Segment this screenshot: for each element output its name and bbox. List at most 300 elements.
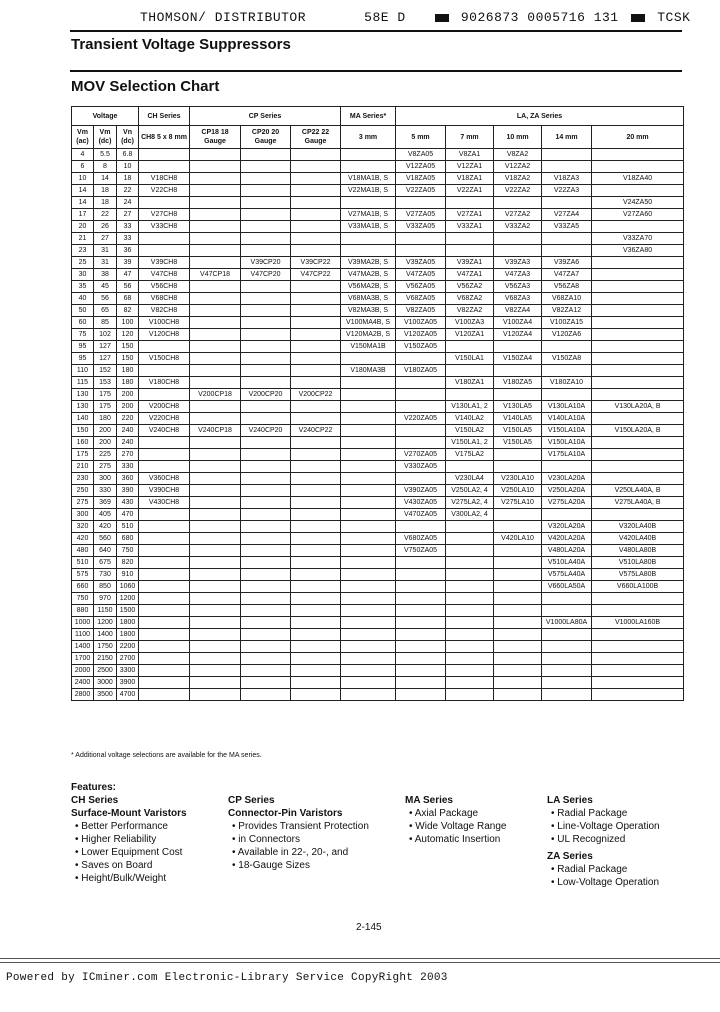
table-cell bbox=[592, 509, 684, 521]
table-row bbox=[72, 545, 684, 557]
table-cell: V120ZA05 bbox=[396, 329, 446, 341]
table-cell bbox=[592, 377, 684, 389]
table-cell bbox=[494, 569, 542, 581]
table-row bbox=[72, 197, 684, 209]
table-cell bbox=[396, 593, 446, 605]
table-cell: V275LA20A bbox=[542, 497, 592, 509]
table-cell bbox=[494, 653, 542, 665]
table-cell: 27 bbox=[117, 209, 139, 221]
table-cell: V8ZA1 bbox=[446, 149, 494, 161]
footer-rule-2 bbox=[0, 962, 720, 963]
table-cell: 880 bbox=[72, 605, 94, 617]
table-cell bbox=[190, 221, 241, 233]
table-cell bbox=[396, 677, 446, 689]
table-cell: V250LA2, 4 bbox=[446, 485, 494, 497]
la-10mm-header: 10 mm bbox=[494, 126, 542, 149]
table-cell: V22ZA1 bbox=[446, 185, 494, 197]
table-cell: V230LA10 bbox=[494, 473, 542, 485]
table-cell: 3500 bbox=[94, 689, 117, 701]
ma-3mm-header: 3 mm bbox=[341, 126, 396, 149]
table-cell bbox=[592, 329, 684, 341]
table-cell bbox=[139, 605, 190, 617]
table-cell bbox=[396, 521, 446, 533]
table-cell: 120 bbox=[117, 329, 139, 341]
table-cell: 33 bbox=[117, 221, 139, 233]
top-rule bbox=[70, 30, 682, 32]
table-cell: V47CP22 bbox=[291, 269, 341, 281]
table-cell bbox=[241, 233, 291, 245]
table-cell bbox=[542, 605, 592, 617]
table-cell bbox=[494, 389, 542, 401]
table-cell: 127 bbox=[94, 341, 117, 353]
table-row bbox=[72, 341, 684, 353]
table-cell: 300 bbox=[72, 509, 94, 521]
table-cell: V39CP22 bbox=[291, 257, 341, 269]
table-cell bbox=[341, 557, 396, 569]
table-cell: 115 bbox=[72, 377, 94, 389]
table-cell: 22 bbox=[117, 185, 139, 197]
table-cell: V120ZA6 bbox=[542, 329, 592, 341]
table-cell bbox=[139, 461, 190, 473]
table-cell: V100ZA4 bbox=[494, 317, 542, 329]
table-cell bbox=[341, 353, 396, 365]
table-cell bbox=[291, 665, 341, 677]
table-cell: V660LA50A bbox=[542, 581, 592, 593]
table-cell bbox=[592, 221, 684, 233]
table-cell: V130LA1, 2 bbox=[446, 401, 494, 413]
cp-feature-list bbox=[228, 820, 369, 872]
table-cell bbox=[341, 593, 396, 605]
table-cell bbox=[190, 641, 241, 653]
table-cell: 470 bbox=[117, 509, 139, 521]
table-cell bbox=[291, 377, 341, 389]
table-cell: V27ZA2 bbox=[494, 209, 542, 221]
table-cell: 175 bbox=[94, 401, 117, 413]
table-row bbox=[72, 329, 684, 341]
mov-selection-table bbox=[71, 106, 684, 701]
table-cell: 50 bbox=[72, 305, 94, 317]
table-cell bbox=[190, 593, 241, 605]
table-cell: 10 bbox=[117, 161, 139, 173]
table-cell bbox=[341, 233, 396, 245]
table-cell: 2400 bbox=[72, 677, 94, 689]
page-number: 2-145 bbox=[356, 922, 382, 933]
table-cell bbox=[494, 617, 542, 629]
table-cell: V47ZA7 bbox=[542, 269, 592, 281]
table-cell: V150LA20A, B bbox=[592, 425, 684, 437]
table-cell: V47CP20 bbox=[241, 269, 291, 281]
table-cell: V180MA3B bbox=[341, 365, 396, 377]
table-cell bbox=[341, 161, 396, 173]
table-cell bbox=[494, 689, 542, 701]
table-cell bbox=[190, 401, 241, 413]
table-cell bbox=[241, 377, 291, 389]
table-row bbox=[72, 185, 684, 197]
table-cell bbox=[241, 197, 291, 209]
list-item: • Available in 22-, 20-, and bbox=[242, 846, 369, 859]
table-cell: 1700 bbox=[72, 653, 94, 665]
table-cell bbox=[494, 233, 542, 245]
table-cell bbox=[139, 197, 190, 209]
table-cell bbox=[241, 557, 291, 569]
table-cell bbox=[241, 305, 291, 317]
table-cell bbox=[139, 509, 190, 521]
table-cell: 10 bbox=[72, 173, 94, 185]
table-cell: 175 bbox=[72, 449, 94, 461]
table-cell bbox=[396, 605, 446, 617]
table-cell bbox=[341, 197, 396, 209]
list-item: • Axial Package bbox=[419, 807, 506, 820]
table-cell: V150ZA4 bbox=[494, 353, 542, 365]
table-cell: V24ZA50 bbox=[592, 197, 684, 209]
list-item: • Line-Voltage Operation bbox=[561, 820, 660, 833]
table-cell bbox=[291, 485, 341, 497]
table-cell: V150LA2 bbox=[446, 425, 494, 437]
table-cell: 2000 bbox=[72, 665, 94, 677]
table-row bbox=[72, 209, 684, 221]
table-cell bbox=[190, 173, 241, 185]
table-cell: 130 bbox=[72, 389, 94, 401]
table-cell bbox=[542, 689, 592, 701]
table-cell: 510 bbox=[117, 521, 139, 533]
table-body bbox=[72, 149, 684, 701]
table-cell: 23 bbox=[72, 245, 94, 257]
table-cell: V150LA5 bbox=[494, 425, 542, 437]
table-cell bbox=[190, 281, 241, 293]
table-cell bbox=[291, 677, 341, 689]
table-cell: 1200 bbox=[94, 617, 117, 629]
table-cell bbox=[341, 581, 396, 593]
table-cell: V150LA10A bbox=[542, 437, 592, 449]
table-cell bbox=[341, 401, 396, 413]
table-cell: V180ZA10 bbox=[542, 377, 592, 389]
table-cell: 31 bbox=[94, 257, 117, 269]
table-cell bbox=[241, 353, 291, 365]
table-cell: 270 bbox=[117, 449, 139, 461]
table-cell bbox=[446, 641, 494, 653]
code-text-3: TCSK bbox=[657, 10, 691, 25]
section-rule bbox=[70, 70, 682, 72]
table-cell bbox=[341, 629, 396, 641]
table-cell bbox=[494, 245, 542, 257]
table-cell bbox=[542, 641, 592, 653]
table-cell bbox=[241, 533, 291, 545]
table-cell: 1400 bbox=[94, 629, 117, 641]
table-cell: V39CP20 bbox=[241, 257, 291, 269]
table-cell: V68CH8 bbox=[139, 293, 190, 305]
table-cell: 405 bbox=[94, 509, 117, 521]
table-cell bbox=[446, 617, 494, 629]
table-cell: 4 bbox=[72, 149, 94, 161]
table-cell: V180ZA05 bbox=[396, 365, 446, 377]
table-cell bbox=[592, 473, 684, 485]
table-row bbox=[72, 533, 684, 545]
table-cell: V200CP20 bbox=[241, 389, 291, 401]
table-cell: V250LA10 bbox=[494, 485, 542, 497]
table-cell bbox=[190, 557, 241, 569]
table-cell bbox=[190, 341, 241, 353]
table-cell bbox=[592, 605, 684, 617]
table-cell: V33ZA70 bbox=[592, 233, 684, 245]
table-cell bbox=[396, 401, 446, 413]
table-cell bbox=[291, 353, 341, 365]
table-cell bbox=[241, 605, 291, 617]
table-cell: V750ZA05 bbox=[396, 545, 446, 557]
table-cell bbox=[241, 593, 291, 605]
table-cell bbox=[291, 653, 341, 665]
table-cell: V39ZA3 bbox=[494, 257, 542, 269]
table-row bbox=[72, 401, 684, 413]
table-cell: V47MA2B, S bbox=[341, 269, 396, 281]
table-cell bbox=[446, 557, 494, 569]
table-cell: V27MA1B, S bbox=[341, 209, 396, 221]
table-cell: V575LA80B bbox=[592, 569, 684, 581]
table-cell: V140LA5 bbox=[494, 413, 542, 425]
table-cell: V180ZA5 bbox=[494, 377, 542, 389]
table-cell: 85 bbox=[94, 317, 117, 329]
table-cell: V150LA5 bbox=[494, 437, 542, 449]
cp-series-label: CP Series bbox=[228, 795, 275, 806]
table-cell bbox=[494, 677, 542, 689]
table-cell bbox=[396, 353, 446, 365]
table-cell bbox=[291, 497, 341, 509]
table-row bbox=[72, 245, 684, 257]
table-cell: V150CH8 bbox=[139, 353, 190, 365]
table-row bbox=[72, 425, 684, 437]
table-cell bbox=[241, 245, 291, 257]
table-cell: V230LA4 bbox=[446, 473, 494, 485]
table-cell: V18CH8 bbox=[139, 173, 190, 185]
table-cell: V420LA20A bbox=[542, 533, 592, 545]
table-cell bbox=[592, 185, 684, 197]
table-cell bbox=[446, 233, 494, 245]
table-cell: V39MA2B, S bbox=[341, 257, 396, 269]
table-cell bbox=[291, 209, 341, 221]
list-item: • Saves on Board bbox=[85, 859, 187, 872]
table-cell bbox=[542, 677, 592, 689]
table-cell bbox=[139, 689, 190, 701]
table-cell bbox=[341, 437, 396, 449]
table-cell: V39ZA6 bbox=[542, 257, 592, 269]
table-cell: 1400 bbox=[72, 641, 94, 653]
table-cell bbox=[139, 653, 190, 665]
table-cell bbox=[341, 449, 396, 461]
table-cell: 39 bbox=[117, 257, 139, 269]
table-cell bbox=[592, 677, 684, 689]
table-cell bbox=[241, 317, 291, 329]
table-cell bbox=[341, 473, 396, 485]
table-cell bbox=[494, 449, 542, 461]
table-cell bbox=[241, 641, 291, 653]
table-cell bbox=[190, 629, 241, 641]
table-cell bbox=[241, 185, 291, 197]
table-cell: V56CH8 bbox=[139, 281, 190, 293]
table-cell: 660 bbox=[72, 581, 94, 593]
table-cell: V18ZA3 bbox=[542, 173, 592, 185]
table-cell bbox=[446, 665, 494, 677]
table-cell bbox=[190, 413, 241, 425]
table-cell bbox=[241, 209, 291, 221]
list-item: • Radial Package bbox=[561, 863, 660, 876]
table-cell: 6.8 bbox=[117, 149, 139, 161]
table-cell bbox=[291, 305, 341, 317]
table-cell bbox=[291, 413, 341, 425]
table-cell: V22ZA2 bbox=[494, 185, 542, 197]
table-cell: V27ZA4 bbox=[542, 209, 592, 221]
table-cell: 6 bbox=[72, 161, 94, 173]
table-cell: V120CH8 bbox=[139, 329, 190, 341]
table-cell bbox=[396, 617, 446, 629]
table-cell bbox=[241, 629, 291, 641]
table-cell bbox=[291, 473, 341, 485]
table-cell bbox=[341, 461, 396, 473]
table-cell bbox=[494, 197, 542, 209]
table-cell: 31 bbox=[94, 245, 117, 257]
table-cell bbox=[341, 617, 396, 629]
table-cell: 3900 bbox=[117, 677, 139, 689]
table-cell: 850 bbox=[94, 581, 117, 593]
table-cell bbox=[446, 677, 494, 689]
table-cell bbox=[291, 293, 341, 305]
table-cell bbox=[592, 461, 684, 473]
table-cell bbox=[139, 677, 190, 689]
table-cell: V33ZA05 bbox=[396, 221, 446, 233]
table-cell bbox=[190, 149, 241, 161]
table-cell: 230 bbox=[72, 473, 94, 485]
table-cell bbox=[396, 557, 446, 569]
table-cell bbox=[139, 533, 190, 545]
table-cell: V390CH8 bbox=[139, 485, 190, 497]
table-cell: 18 bbox=[94, 185, 117, 197]
list-item: • Higher Reliability bbox=[85, 833, 187, 846]
table-cell: V56ZA05 bbox=[396, 281, 446, 293]
table-cell: V8ZA2 bbox=[494, 149, 542, 161]
table-cell: 27 bbox=[94, 233, 117, 245]
table-cell: 102 bbox=[94, 329, 117, 341]
table-row bbox=[72, 281, 684, 293]
table-cell: 95 bbox=[72, 353, 94, 365]
table-cell bbox=[396, 665, 446, 677]
table-cell bbox=[446, 341, 494, 353]
table-cell: V27ZA1 bbox=[446, 209, 494, 221]
cp22-header: CP22 22 Gauge bbox=[291, 126, 341, 149]
table-cell bbox=[446, 521, 494, 533]
table-cell bbox=[190, 197, 241, 209]
table-cell: 5.5 bbox=[94, 149, 117, 161]
table-cell: 100 bbox=[117, 317, 139, 329]
table-cell: V200CP18 bbox=[190, 389, 241, 401]
table-cell: V47ZA3 bbox=[494, 269, 542, 281]
table-cell bbox=[241, 473, 291, 485]
table-cell bbox=[190, 377, 241, 389]
table-row bbox=[72, 353, 684, 365]
table-cell: V8ZA05 bbox=[396, 149, 446, 161]
table-cell: V33MA1B, S bbox=[341, 221, 396, 233]
table-cell bbox=[494, 605, 542, 617]
table-cell bbox=[241, 485, 291, 497]
table-cell bbox=[190, 485, 241, 497]
table-cell: V68MA3B, S bbox=[341, 293, 396, 305]
table-cell: 970 bbox=[94, 593, 117, 605]
table-cell bbox=[592, 161, 684, 173]
table-cell: V47CH8 bbox=[139, 269, 190, 281]
table-cell: 3000 bbox=[94, 677, 117, 689]
table-cell bbox=[542, 593, 592, 605]
list-item: • Low-Voltage Operation bbox=[561, 876, 660, 889]
table-cell bbox=[446, 689, 494, 701]
table-cell bbox=[241, 653, 291, 665]
table-row bbox=[72, 269, 684, 281]
cp-group-header: CP Series bbox=[190, 107, 341, 126]
table-cell: V33ZA1 bbox=[446, 221, 494, 233]
table-cell: 150 bbox=[117, 353, 139, 365]
table-cell: 200 bbox=[117, 401, 139, 413]
table-cell bbox=[494, 557, 542, 569]
table-row bbox=[72, 365, 684, 377]
table-cell: 180 bbox=[117, 377, 139, 389]
table-cell bbox=[139, 545, 190, 557]
table-cell bbox=[396, 389, 446, 401]
table-cell: V150LA1 bbox=[446, 353, 494, 365]
table-cell bbox=[446, 533, 494, 545]
table-cell: V1000LA160B bbox=[592, 617, 684, 629]
table-cell bbox=[446, 461, 494, 473]
table-cell bbox=[190, 305, 241, 317]
table-cell: V250LA20A bbox=[542, 485, 592, 497]
table-cell: V120MA2B, S bbox=[341, 329, 396, 341]
table-row bbox=[72, 233, 684, 245]
table-row bbox=[72, 677, 684, 689]
table-cell: V510LA40A bbox=[542, 557, 592, 569]
table-cell: 110 bbox=[72, 365, 94, 377]
table-cell bbox=[241, 449, 291, 461]
table-cell bbox=[291, 545, 341, 557]
table-cell bbox=[241, 161, 291, 173]
table-row bbox=[72, 257, 684, 269]
table-cell: V320LA40B bbox=[592, 521, 684, 533]
table-cell: V100ZA3 bbox=[446, 317, 494, 329]
la-20mm-header: 20 mm bbox=[592, 126, 684, 149]
la-series-label: LA Series bbox=[547, 795, 593, 806]
table-cell bbox=[341, 605, 396, 617]
table-cell bbox=[291, 281, 341, 293]
table-cell bbox=[139, 581, 190, 593]
table-cell bbox=[139, 437, 190, 449]
table-cell bbox=[494, 641, 542, 653]
table-row bbox=[72, 293, 684, 305]
table-cell bbox=[291, 173, 341, 185]
table-cell bbox=[139, 629, 190, 641]
table-cell: 575 bbox=[72, 569, 94, 581]
table-cell bbox=[241, 569, 291, 581]
table-cell bbox=[542, 389, 592, 401]
table-cell bbox=[396, 629, 446, 641]
table-cell bbox=[241, 365, 291, 377]
table-cell bbox=[190, 617, 241, 629]
table-row bbox=[72, 389, 684, 401]
table-cell: V300LA2, 4 bbox=[446, 509, 494, 521]
table-cell bbox=[341, 485, 396, 497]
table-cell bbox=[190, 473, 241, 485]
table-cell: 1750 bbox=[94, 641, 117, 653]
table-cell bbox=[494, 593, 542, 605]
table-cell bbox=[241, 221, 291, 233]
table-cell: 14 bbox=[94, 173, 117, 185]
table-row bbox=[72, 557, 684, 569]
table-cell bbox=[241, 545, 291, 557]
table-cell: V33CH8 bbox=[139, 221, 190, 233]
table-cell: 369 bbox=[94, 497, 117, 509]
